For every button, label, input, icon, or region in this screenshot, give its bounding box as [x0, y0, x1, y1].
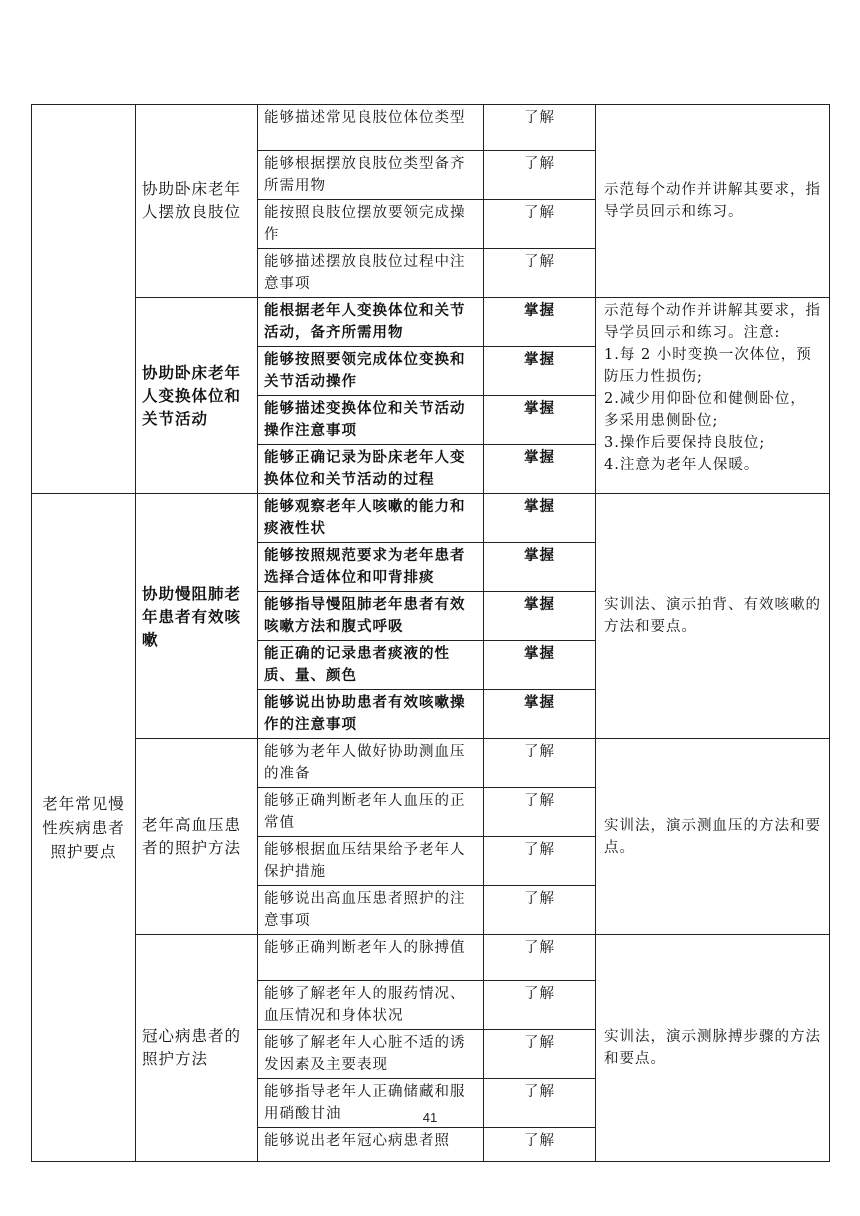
- skill-cell: 能够说出老年冠心病患者照: [258, 1128, 484, 1162]
- table-row: [32, 739, 830, 788]
- curriculum-table: [31, 104, 830, 1162]
- skill-cell: 能正确的记录患者痰液的性质、量、颜色: [258, 641, 484, 690]
- level-cell: 了解: [484, 1128, 596, 1162]
- method-cell: 实训法、演示拍背、有效咳嗽的方法和要点。: [596, 494, 830, 739]
- level-cell: 掌握: [484, 396, 596, 445]
- level-cell: 掌握: [484, 298, 596, 347]
- level-cell: 了解: [484, 1030, 596, 1079]
- level-cell: 了解: [484, 1079, 596, 1128]
- level-cell: 了解: [484, 837, 596, 886]
- level-cell: 了解: [484, 788, 596, 837]
- method-cell: 示范每个动作并讲解其要求，指导学员回示和练习。: [596, 105, 830, 298]
- table-row: [32, 298, 830, 347]
- level-cell: 掌握: [484, 494, 596, 543]
- skill-cell: 能够正确判断老年人的脉搏值: [258, 935, 484, 981]
- table-row: [32, 494, 830, 543]
- topic-cell: 冠心病患者的照护方法: [136, 935, 258, 1162]
- skill-cell: 能按照良肢位摆放要领完成操作: [258, 200, 484, 249]
- method-cell: 实训法，演示测脉搏步骤的方法和要点。: [596, 935, 830, 1162]
- skill-cell: 能够了解老年人的服药情况、血压情况和身体状况: [258, 981, 484, 1030]
- skill-cell: 能够按照要领完成体位变换和关节活动操作: [258, 347, 484, 396]
- method-cell: 示范每个动作并讲解其要求，指导学员回示和练习。注意: 1.每 2 小时变换一次体位，预防压力性损伤; 2.减少用仰卧位和健侧卧位，多采用患侧卧位; 3.操作后要保持良肢位; 4.注意为老年人保暖。: [596, 298, 830, 494]
- topic-cell: 协助卧床老年人摆放良肢位: [136, 105, 258, 298]
- skill-cell: 能够正确记录为卧床老年人变换体位和关节活动的过程: [258, 445, 484, 494]
- topic-cell: 协助卧床老年人变换体位和关节活动: [136, 298, 258, 494]
- skill-cell: 能够观察老年人咳嗽的能力和痰液性状: [258, 494, 484, 543]
- level-cell: 掌握: [484, 690, 596, 739]
- topic-cell: 协助慢阻肺老年患者有效咳嗽: [136, 494, 258, 739]
- level-cell: 掌握: [484, 445, 596, 494]
- level-cell: 了解: [484, 886, 596, 935]
- skill-cell: 能够描述常见良肢位体位类型: [258, 105, 484, 151]
- skill-cell: 能够说出高血压患者照护的注意事项: [258, 886, 484, 935]
- skill-cell: 能够根据摆放良肢位类型备齐所需用物: [258, 151, 484, 200]
- level-cell: 掌握: [484, 347, 596, 396]
- level-cell: 了解: [484, 200, 596, 249]
- skill-cell: 能够指导慢阻肺老年患者有效咳嗽方法和腹式呼吸: [258, 592, 484, 641]
- skill-cell: 能根据老年人变换体位和关节活动，备齐所需用物: [258, 298, 484, 347]
- skill-cell: 能够了解老年人心脏不适的诱发因素及主要表现: [258, 1030, 484, 1079]
- level-cell: 了解: [484, 249, 596, 298]
- table-row: [32, 935, 830, 981]
- level-cell: 掌握: [484, 543, 596, 592]
- skill-cell: 能够按照规范要求为老年患者选择合适体位和叩背排痰: [258, 543, 484, 592]
- level-cell: 了解: [484, 935, 596, 981]
- skill-cell: 能够指导老年人正确储藏和服用硝酸甘油: [258, 1079, 484, 1128]
- skill-cell: 能够根据血压结果给予老年人保护措施: [258, 837, 484, 886]
- level-cell: 了解: [484, 105, 596, 151]
- table-row: [32, 105, 830, 151]
- level-cell: 了解: [484, 739, 596, 788]
- level-cell: 了解: [484, 151, 596, 200]
- skill-cell: 能够说出协助患者有效咳嗽操作的注意事项: [258, 690, 484, 739]
- category-cell: 老年常见慢性疾病患者照护要点: [32, 494, 136, 1162]
- skill-cell: 能够正确判断老年人血压的正常值: [258, 788, 484, 837]
- skill-cell: 能够为老年人做好协助测血压的准备: [258, 739, 484, 788]
- level-cell: 了解: [484, 981, 596, 1030]
- method-cell: 实训法，演示测血压的方法和要点。: [596, 739, 830, 935]
- level-cell: 掌握: [484, 592, 596, 641]
- skill-cell: 能够描述变换体位和关节活动操作注意事项: [258, 396, 484, 445]
- skill-cell: 能够描述摆放良肢位过程中注意事项: [258, 249, 484, 298]
- page-number: 41: [422, 1110, 438, 1125]
- level-cell: 掌握: [484, 641, 596, 690]
- topic-cell: 老年高血压患者的照护方法: [136, 739, 258, 935]
- category-cell: [32, 105, 136, 494]
